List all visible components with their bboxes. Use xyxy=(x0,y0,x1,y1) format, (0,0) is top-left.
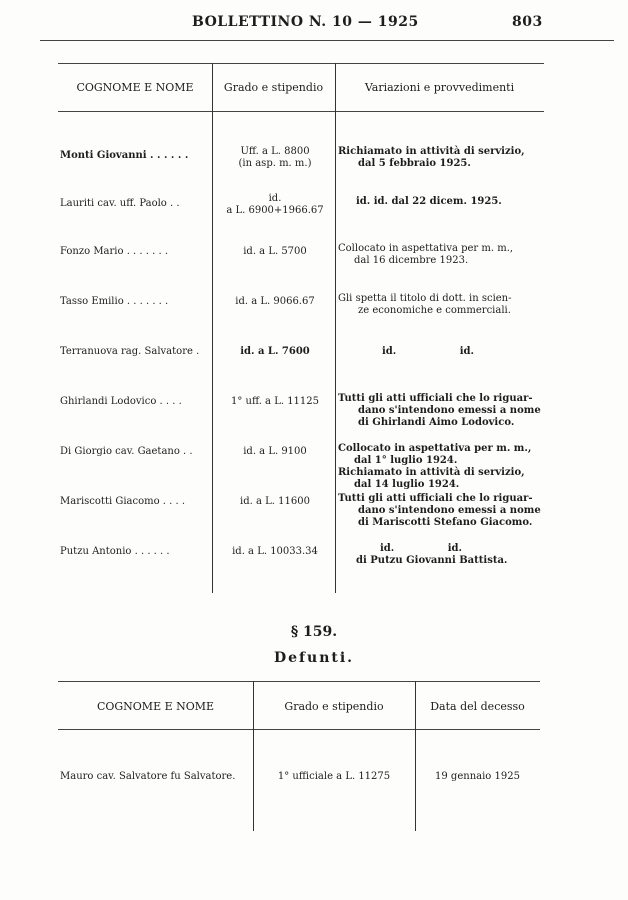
changes-line: dal 14 luglio 1924. xyxy=(354,479,460,490)
grade-line: id. a L. 9066.67 xyxy=(235,296,315,307)
row-grade xyxy=(216,246,334,258)
changes-line: Richiamato in attività di servizio, xyxy=(338,467,525,478)
changes-line: dal 16 dicembre 1923. xyxy=(354,255,469,266)
table1-divider-1 xyxy=(212,63,213,593)
row-changes xyxy=(338,393,544,429)
changes-line: dano s'intendono emessi a nome xyxy=(358,405,541,416)
row-grade xyxy=(216,296,334,308)
changes-line: dal 5 febbraio 1925. xyxy=(358,158,471,169)
row-name: Terranuova rag. Salvatore . xyxy=(60,346,200,357)
table1-col-name: COGNOME E NOME xyxy=(76,81,194,94)
row-changes xyxy=(356,543,544,567)
grade-line: a L. 6900+1966.67 xyxy=(226,205,324,216)
changes-line: id. id. dal 22 dicem. 1925. xyxy=(356,196,502,207)
row-grade xyxy=(216,346,334,358)
row-name: Tasso Emilio . . . . . . . xyxy=(60,296,169,307)
changes-line: id. id. xyxy=(380,543,463,554)
table1-header-rule xyxy=(58,111,544,112)
changes-line: dal 1° luglio 1924. xyxy=(354,455,458,466)
deceased-grade: 1° ufficiale a L. 11275 xyxy=(277,771,391,782)
row-changes xyxy=(338,243,544,267)
row-name: Lauriti cav. uff. Paolo . . xyxy=(60,198,180,209)
row-name: Putzu Antonio . . . . . . xyxy=(60,546,170,557)
changes-line: Collocato in aspettativa per m. m., xyxy=(338,243,514,254)
changes-line: di Ghirlandi Aimo Lodovico. xyxy=(358,417,515,428)
section-title: Defunti. xyxy=(273,650,355,666)
grade-line: id. a L. 10033.34 xyxy=(232,546,318,557)
row-changes xyxy=(338,493,544,529)
row-name: Mariscotti Giacomo . . . . xyxy=(60,496,186,507)
table2-col-grade: Grado e stipendio xyxy=(284,700,384,713)
row-grade xyxy=(216,146,334,170)
section-number: § 159. xyxy=(290,624,338,640)
table2-col-date: Data del decesso xyxy=(430,700,525,713)
row-grade xyxy=(216,396,334,408)
row-grade xyxy=(216,546,334,558)
changes-line: Tutti gli atti ufficiali che lo riguar- xyxy=(338,393,533,404)
row-name: Ghirlandi Lodovico . . . . xyxy=(60,396,182,407)
deceased-name: Mauro cav. Salvatore fu Salvatore. xyxy=(60,771,236,782)
changes-line: di Putzu Giovanni Battista. xyxy=(356,555,508,566)
changes-line: Collocato in aspettativa per m. m., xyxy=(338,443,532,454)
row-grade xyxy=(216,496,334,508)
changes-line: Richiamato in attività di servizio, xyxy=(338,146,525,157)
row-changes xyxy=(356,196,544,208)
changes-line: ze economiche e commerciali. xyxy=(358,305,511,316)
table1-top-rule xyxy=(58,63,544,64)
row-changes xyxy=(338,443,544,491)
changes-line: id. id. xyxy=(382,346,475,357)
header-rule xyxy=(40,40,614,41)
changes-line: Tutti gli atti ufficiali che lo riguar- xyxy=(338,493,533,504)
row-name: Fonzo Mario . . . . . . . xyxy=(60,246,169,257)
row-changes xyxy=(338,146,544,170)
row-name: Monti Giovanni . . . . . . xyxy=(60,150,189,161)
grade-line: id. a L. 11600 xyxy=(240,496,310,507)
changes-line: dano s'intendono emessi a nome xyxy=(358,505,541,516)
page-header-title: BOLLETTINO N. 10 — 1925 xyxy=(192,14,419,30)
changes-line: Gli spetta il titolo di dott. in scien- xyxy=(338,293,512,304)
row-grade xyxy=(216,446,334,458)
grade-line: id. a L. 9100 xyxy=(243,446,307,457)
grade-line: Uff. a L. 8800 xyxy=(240,146,310,157)
deceased-date: 19 gennaio 1925 xyxy=(435,771,520,782)
table2-col-name: COGNOME E NOME xyxy=(96,700,215,713)
row-name: Di Giorgio cav. Gaetano . . xyxy=(60,446,193,457)
table1-col-changes: Variazioni e provvedimenti xyxy=(364,81,515,94)
row-grade xyxy=(216,193,334,217)
row-changes xyxy=(338,293,544,317)
grade-line: id. a L. 7600 xyxy=(240,346,310,357)
table1-divider-2 xyxy=(335,63,336,593)
changes-line: di Mariscotti Stefano Giacomo. xyxy=(358,517,533,528)
page-number: 803 xyxy=(512,14,543,30)
table2-header-rule xyxy=(58,729,540,730)
grade-line: id. a L. 5700 xyxy=(243,246,307,257)
grade-line: (in asp. m. m.) xyxy=(238,158,312,169)
table2-top-rule xyxy=(58,681,540,682)
table1-col-grade: Grado e stipendio xyxy=(223,81,324,94)
grade-line: 1° uff. a L. 11125 xyxy=(230,396,320,407)
grade-line: id. xyxy=(268,193,282,204)
row-changes xyxy=(382,346,544,358)
